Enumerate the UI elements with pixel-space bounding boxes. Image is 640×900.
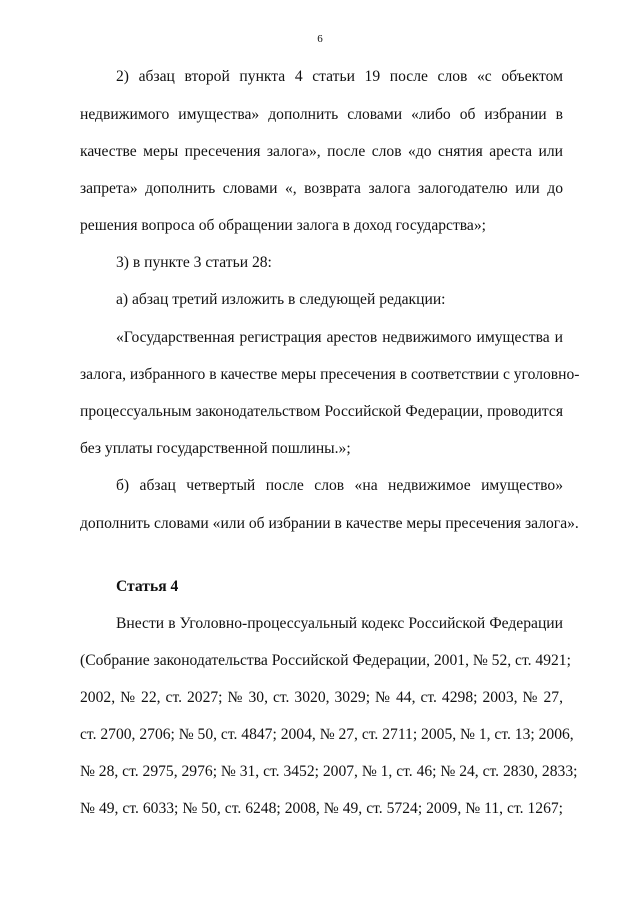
subparagraph-b-line: б) абзац четвертый после слов «на недвижимое имущество» [116,477,563,494]
subparagraph-b-line: дополнить словами «или об избрании в качестве меры пресечения залога». [80,515,579,532]
paragraph-3: 3) в пункте 3 статьи 28: [116,254,272,271]
paragraph-2-line: запрета» дополнить словами «, возврата залога залогодателю или до [80,180,563,197]
paragraph-2-line: 2) абзац второй пункта 4 статьи 19 после слов «с объектом [116,68,563,85]
quote-line: процессуальным законодательством Российской Федерации, проводится [80,403,563,420]
article-heading: Статья 4 [116,578,179,595]
paragraph-2-line: решения вопроса об обращении залога в доход государства»; [80,217,486,234]
article-4-line: 2002, № 22, ст. 2027; № 30, ст. 3020, 3029; № 44, ст. 4298; 2003, № 27, [80,689,563,706]
article-4-line: Внести в Уголовно-процессуальный кодекс Российской Федерации [116,615,563,632]
paragraph-2-line: недвижимого имущества» дополнить словами «либо об избрании в [80,106,563,123]
quote-line: «Государственная регистрация арестов недвижимого имущества и [116,329,563,346]
quote-line: без уплаты государственной пошлины.»; [80,440,351,457]
article-4-line: № 49, ст. 6033; № 50, ст. 6248; 2008, № 49, ст. 5724; 2009, № 11, ст. 1267; [80,800,563,817]
subparagraph-a: а) абзац третий изложить в следующей редакции: [116,291,446,308]
paragraph-2-line: качестве меры пресечения залога», после слов «до снятия ареста или [80,143,563,160]
page-number: 6 [317,33,323,45]
article-4-line: (Собрание законодательства Российской Федерации, 2001, № 52, ст. 4921; [80,652,571,669]
article-4-line: № 28, ст. 2975, 2976; № 31, ст. 3452; 2007, № 1, ст. 46; № 24, ст. 2830, 2833; [80,763,578,780]
quote-line: залога, избранного в качестве меры пресечения в соответствии с уголовно- [80,366,580,383]
article-4-line: ст. 2700, 2706; № 50, ст. 4847; 2004, № 27, ст. 2711; 2005, № 1, ст. 13; 2006, [80,726,574,743]
